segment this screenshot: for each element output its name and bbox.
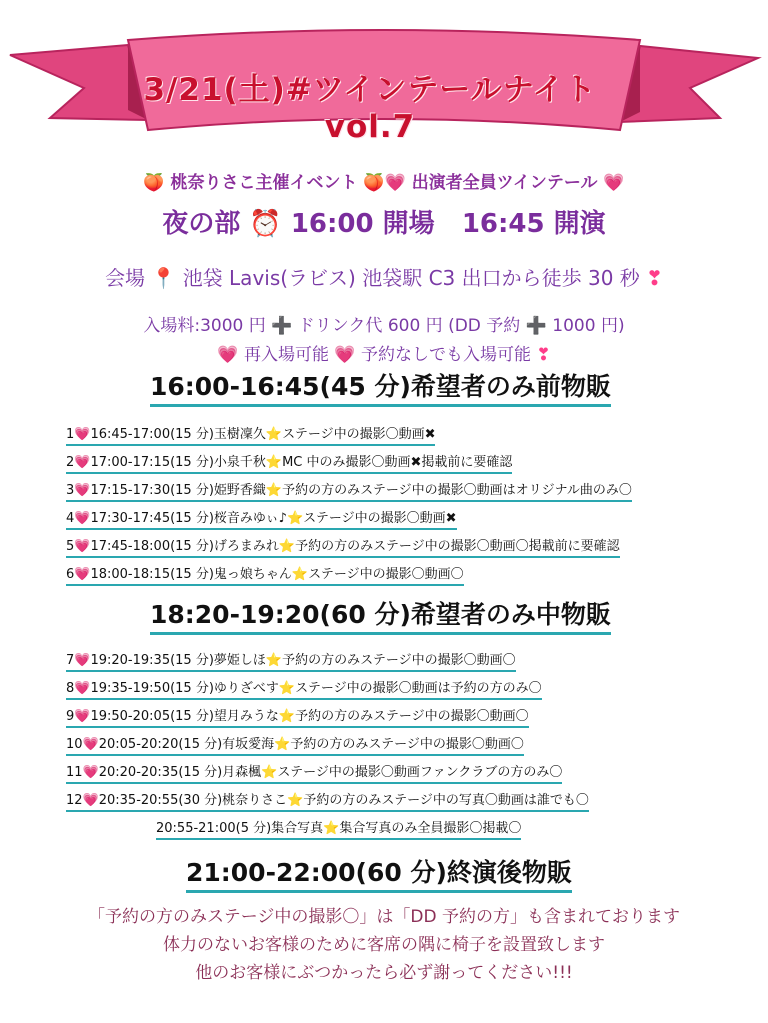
heart-icon: 💗 bbox=[82, 793, 99, 808]
venue-line bbox=[0, 262, 768, 291]
row-time-performer: 19:50-20:05(15 分)望月みうな bbox=[90, 709, 279, 724]
row-note: 予約の方のみステージ中の撮影〇動画〇 bbox=[282, 653, 516, 668]
heart-exclamation-icon: ❣ bbox=[536, 345, 551, 365]
reentry-line bbox=[0, 340, 768, 365]
row-time-performer: 16:45-17:00(15 分)玉樹凜久 bbox=[90, 427, 266, 442]
heart-icon: 💗 bbox=[217, 345, 239, 365]
row-note: MC 中のみ撮影〇動画✖掲載前に要確認 bbox=[282, 455, 513, 470]
row-note: ステージ中の撮影〇動画✖ bbox=[303, 511, 457, 526]
heart-exclamation-icon: ❣ bbox=[646, 266, 663, 290]
schedule-row bbox=[66, 680, 542, 700]
mid-merch-heading: 18:20-19:20(60 分)希望者のみ中物販 bbox=[150, 600, 611, 635]
heart-icon: 💗 bbox=[74, 455, 91, 470]
fee-text-3: 1000 円) bbox=[552, 316, 625, 336]
star-icon: ⭐ bbox=[287, 793, 304, 808]
star-icon: ⭐ bbox=[291, 567, 309, 582]
schedule-row bbox=[66, 482, 632, 502]
row-note: ステージ中の撮影〇動画ファンクラブの方のみ〇 bbox=[277, 765, 563, 780]
row-number: 11 bbox=[66, 765, 83, 780]
post-merch-heading: 21:00-22:00(60 分)終演後物販 bbox=[186, 858, 572, 893]
twintail-text: 出演者全員ツインテール bbox=[411, 173, 598, 193]
group-photo-row bbox=[156, 820, 521, 840]
no-reservation-text: 予約なしでも入場可能 bbox=[360, 345, 531, 365]
row-number: 3 bbox=[66, 483, 75, 498]
row-number: 2 bbox=[66, 455, 75, 470]
note-line: 「予約の方のみステージ中の撮影〇」は「DD 予約の方」も含まれております bbox=[88, 907, 680, 927]
row-number: 7 bbox=[66, 653, 75, 668]
row-note: 予約の方のみステージ中の撮影〇動画〇 bbox=[295, 709, 529, 724]
star-icon: ⭐ bbox=[261, 765, 278, 780]
open-time: 16:00 開場 bbox=[290, 209, 435, 239]
row-number: 9 bbox=[66, 709, 75, 724]
heart-icon: 💗 bbox=[74, 653, 91, 668]
schedule-row bbox=[66, 736, 524, 756]
row-note: ステージ中の撮影〇動画✖ bbox=[282, 427, 436, 442]
peach-icon: 🍑 bbox=[143, 173, 165, 193]
star-icon: ⭐ bbox=[278, 539, 296, 554]
row-time-performer: 17:15-17:30(15 分)姫野香織 bbox=[90, 483, 266, 498]
star-icon: ⭐ bbox=[265, 653, 283, 668]
star-icon: ⭐ bbox=[278, 681, 296, 696]
schedule-row bbox=[66, 708, 529, 728]
heart-icon: 💗 bbox=[74, 681, 91, 696]
row-number: 12 bbox=[66, 793, 83, 808]
organizer-line bbox=[0, 168, 768, 193]
organizer-text: 桃奈りさこ主催イベント bbox=[170, 173, 358, 193]
row-time-performer: 18:00-18:15(15 分)鬼っ娘ちゃん bbox=[90, 567, 292, 582]
fee-text-1: 入場料:3000 円 bbox=[143, 316, 266, 336]
star-icon: ⭐ bbox=[278, 709, 296, 724]
pin-icon: 📍 bbox=[151, 266, 177, 290]
row-number: 6 bbox=[66, 567, 75, 582]
heart-icon: 💗 bbox=[74, 567, 91, 582]
schedule-row bbox=[66, 538, 620, 558]
star-icon: ⭐ bbox=[265, 483, 283, 498]
reentry-text: 再入場可能 bbox=[243, 345, 329, 365]
group-photo-note: 集合写真のみ全員撮影〇掲載〇 bbox=[339, 821, 522, 836]
star-icon: ⭐ bbox=[286, 511, 304, 526]
row-number: 4 bbox=[66, 511, 75, 526]
fee-text-2: ドリンク代 600 円 (DD 予約 bbox=[297, 316, 521, 336]
alarm-clock-icon: ⏰ bbox=[249, 209, 282, 239]
schedule-row bbox=[66, 792, 589, 812]
row-time-performer: 19:20-19:35(15 分)夢姫しほ bbox=[90, 653, 266, 668]
event-title: 3/21(土)#ツインテールナイト vol.7 bbox=[143, 72, 597, 145]
row-note: 予約の方のみステージ中の撮影〇動画〇 bbox=[290, 737, 524, 752]
start-time: 16:45 開演 bbox=[461, 209, 606, 239]
star-icon: ⭐ bbox=[323, 821, 340, 836]
row-time-performer: 17:00-17:15(15 分)小泉千秋 bbox=[90, 455, 266, 470]
schedule-row bbox=[66, 566, 464, 586]
heart-icon: 💗 bbox=[82, 737, 99, 752]
row-time-performer: 20:35-20:55(30 分)桃奈りさこ bbox=[98, 793, 288, 808]
row-time-performer: 20:20-20:35(15 分)月森楓 bbox=[98, 765, 262, 780]
row-time-performer: 20:05-20:20(15 分)有坂愛海 bbox=[98, 737, 275, 752]
row-note: 予約の方のみステージ中の撮影〇動画〇掲載前に要確認 bbox=[295, 539, 620, 554]
row-time-performer: 17:30-17:45(15 分)桜音みゆぃ♪ bbox=[90, 511, 287, 526]
row-note: 予約の方のみステージ中の撮影〇動画はオリジナル曲のみ〇 bbox=[282, 483, 632, 498]
heart-icon: 💗 bbox=[74, 483, 91, 498]
plus-icon-2: ➕ bbox=[525, 316, 547, 336]
row-number: 10 bbox=[66, 737, 83, 752]
schedule-row bbox=[66, 454, 512, 474]
row-note: 予約の方のみステージ中の写真〇動画は誰でも〇 bbox=[303, 793, 589, 808]
heart-icon: 💗 bbox=[82, 765, 99, 780]
schedule-row bbox=[66, 764, 562, 784]
night-schedule bbox=[0, 203, 768, 240]
fee-line bbox=[0, 311, 768, 336]
note-line: 体力のないお客様のために客席の隅に椅子を設置致します bbox=[163, 935, 605, 955]
row-number: 5 bbox=[66, 539, 75, 554]
schedule-row bbox=[66, 652, 516, 672]
schedule-row bbox=[66, 426, 435, 446]
venue-text: 池袋 Lavis(ラビス) 池袋駅 C3 出口から徒歩 30 秒 bbox=[182, 266, 640, 290]
star-icon: ⭐ bbox=[265, 427, 283, 442]
row-time-performer: 17:45-18:00(15 分)げろまみれ bbox=[90, 539, 279, 554]
heart-icon: 💗 bbox=[74, 709, 91, 724]
heart-icon: 💗 bbox=[334, 345, 356, 365]
star-icon: ⭐ bbox=[274, 737, 291, 752]
heart-icon: 💗 bbox=[603, 173, 625, 193]
pre-merch-heading: 16:00-16:45(45 分)希望者のみ前物販 bbox=[150, 372, 611, 407]
heart-icon: 💗 bbox=[74, 427, 91, 442]
star-icon: ⭐ bbox=[265, 455, 283, 470]
night-label: 夜の部 bbox=[162, 209, 241, 239]
schedule-row bbox=[66, 510, 457, 530]
heart-icon: 💗 bbox=[74, 539, 91, 554]
row-note: ステージ中の撮影〇動画〇 bbox=[308, 567, 464, 582]
row-number: 8 bbox=[66, 681, 75, 696]
group-photo-time: 20:55-21:00(5 分)集合写真 bbox=[156, 821, 324, 836]
row-number: 1 bbox=[66, 427, 75, 442]
plus-icon: ➕ bbox=[271, 316, 293, 336]
notes-block bbox=[0, 903, 768, 987]
heart-icon: 💗 bbox=[74, 511, 91, 526]
row-time-performer: 19:35-19:50(15 分)ゆりざべす bbox=[90, 681, 279, 696]
row-note: ステージ中の撮影〇動画は予約の方のみ〇 bbox=[295, 681, 542, 696]
note-line: 他のお客様にぶつかったら必ず謝ってください!!! bbox=[195, 963, 573, 983]
peach-heart-icon: 🍑💗 bbox=[363, 173, 406, 193]
venue-label: 会場 bbox=[105, 266, 146, 290]
